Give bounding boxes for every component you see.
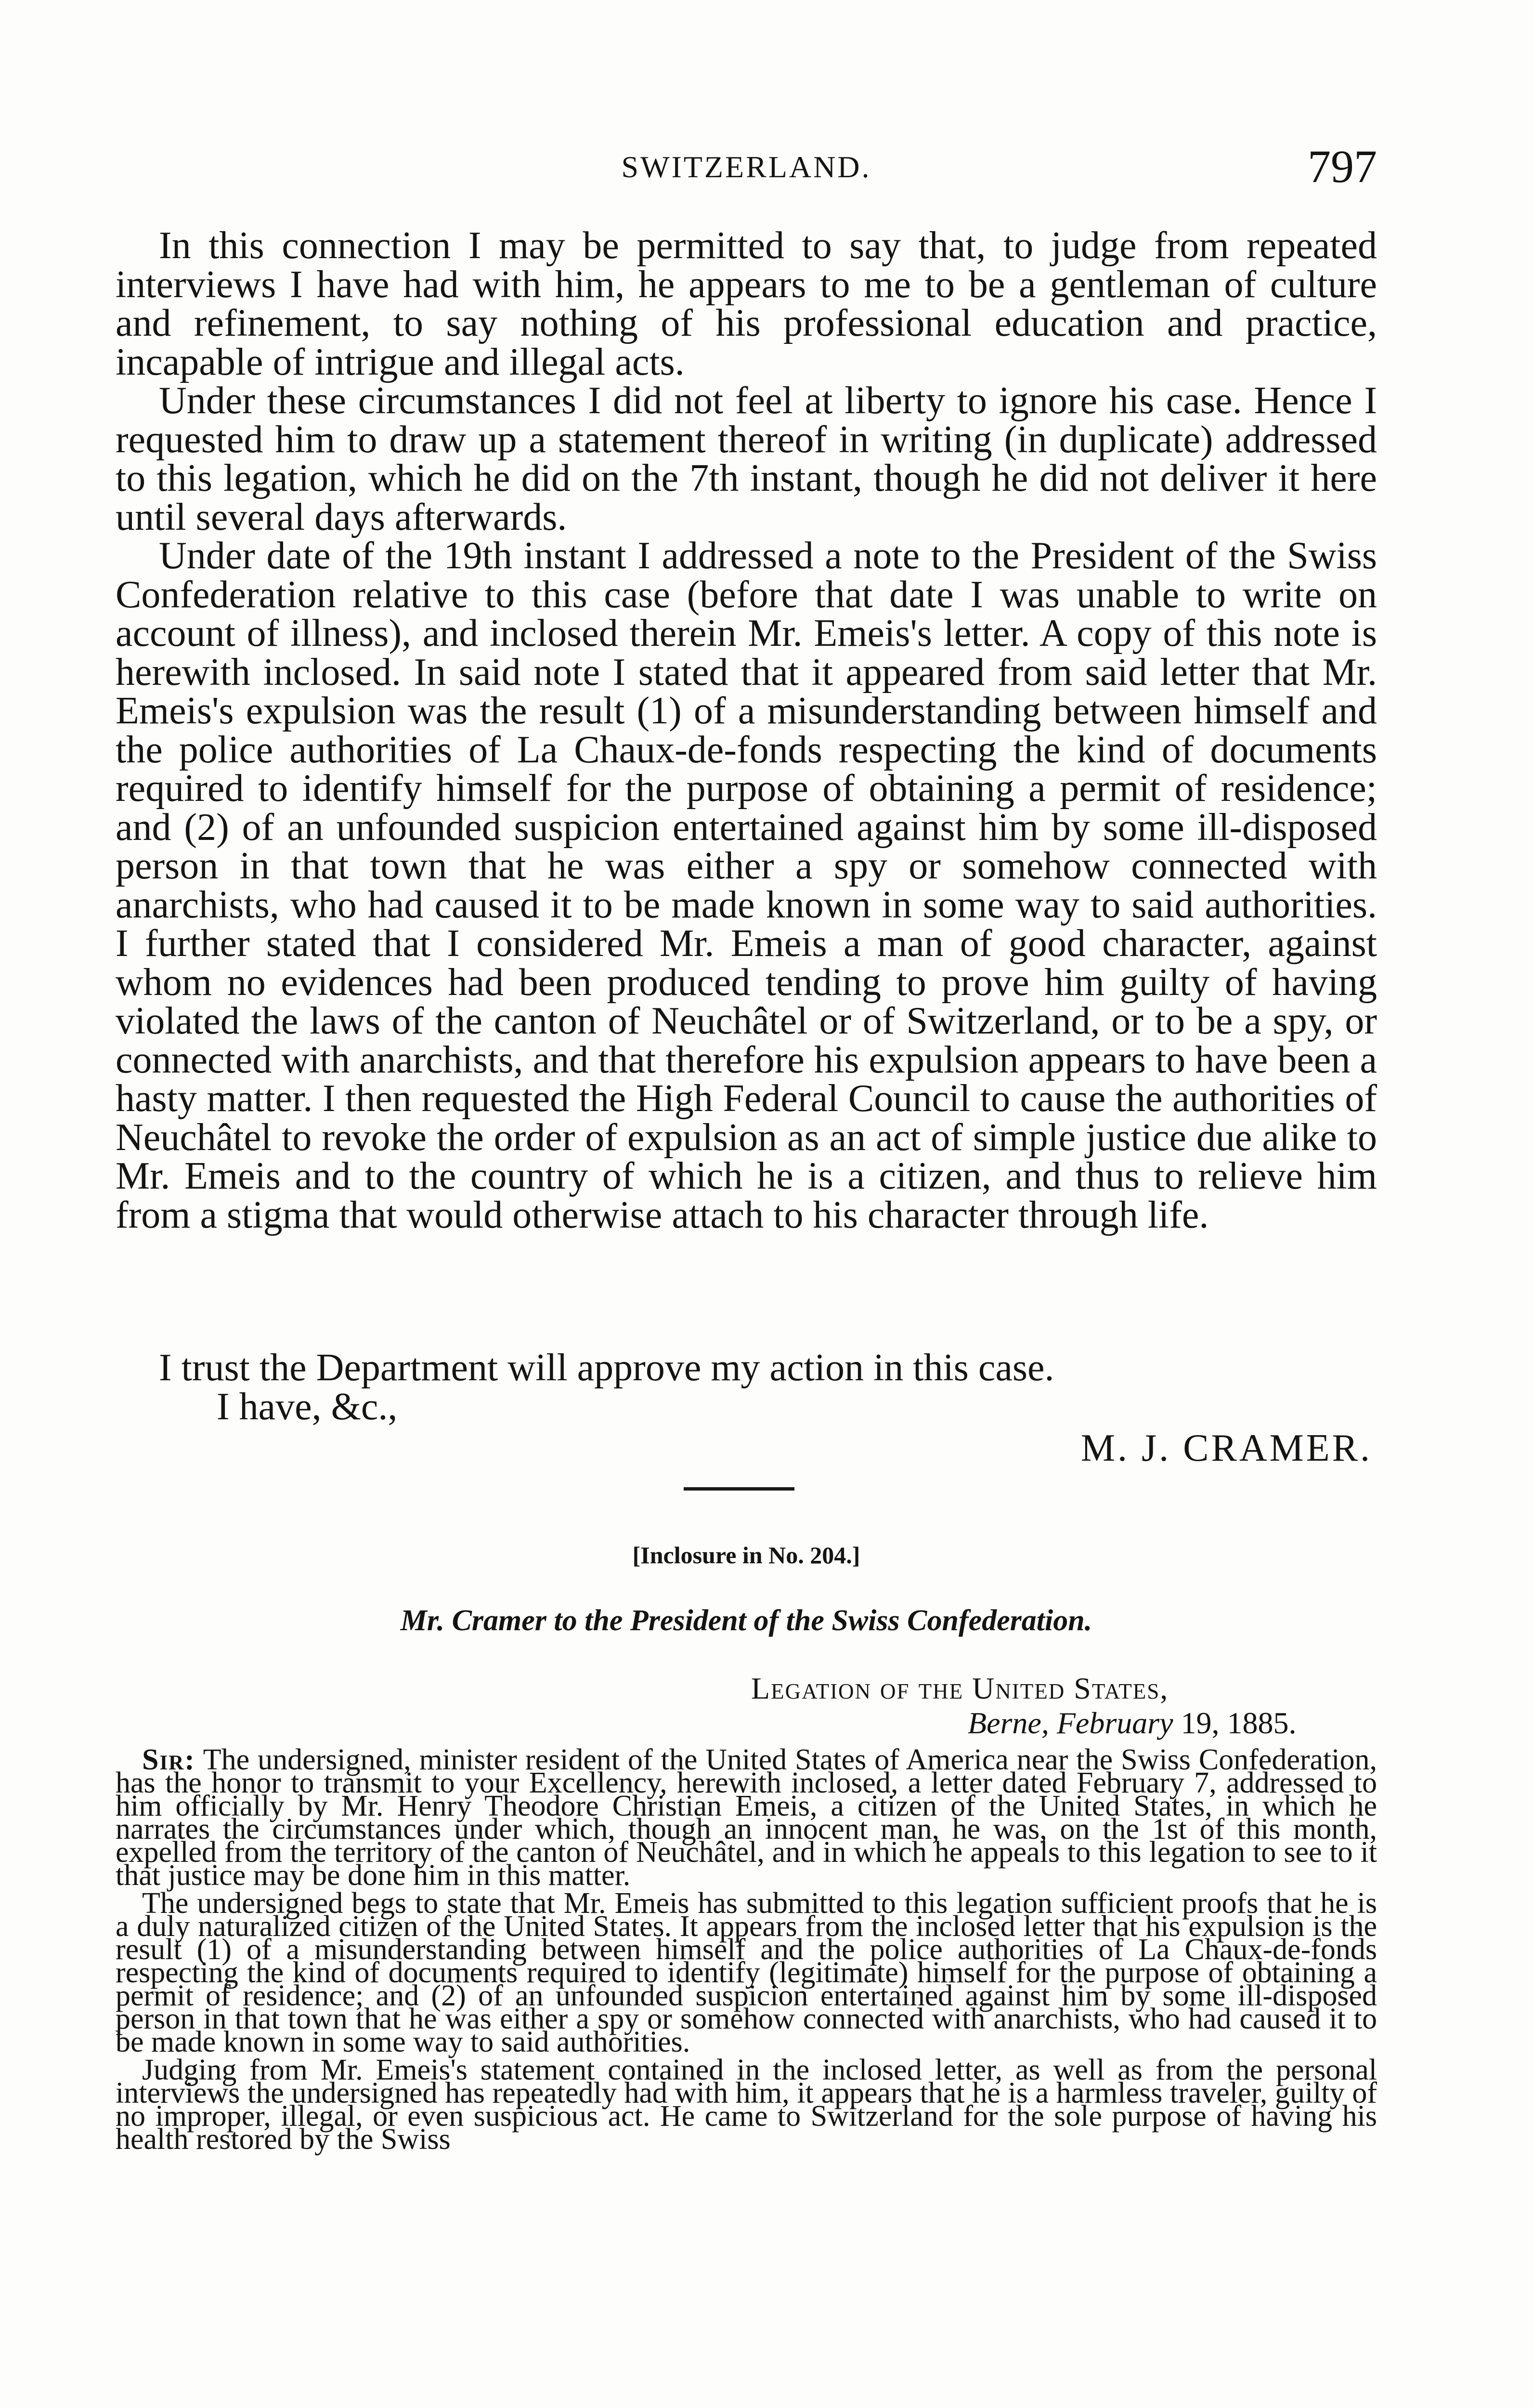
page-header bbox=[116, 140, 1377, 197]
letter-body bbox=[116, 226, 1377, 1234]
section-divider bbox=[684, 1487, 794, 1491]
body-paragraph: Under these circumstances I did not feel at liberty to ignore his case. Hence I requested him to draw up a statement thereof in writing (in duplicate) addressed to this legation, which he did on the 7th instant, though he did not deliver it here until several days afterwards. bbox=[116, 380, 1377, 538]
body-paragraph: Under date of the 19th instant I addressed a note to the President of the Swiss Confederation relative to this case (before that date I was unable to write on account of illness), and inclosed therein Mr. Emeis's letter. A copy of this note is herewith inclosed. In said note I stated that it appeared from said letter that Mr. Emeis's expulsion was the result (1) of a misunderstanding between himself and the police authorities of La Chaux-de-fonds respecting the kind of documents required to identify himself for the purpose of obtaining a permit of residence; and (2) of an unfounded suspicion entertained against him by some ill-disposed person in that town that he was either a spy or somehow connected with anarchists, who had caused it to be made known in some way to said authorities. I further stated that I considered Mr. Emeis a man of good character, against whom no evidences had been produced tending to prove him guilty of having violated the laws of the canton of Neuchâtel or of Switzerland, or to be a spy, or connected with anarchists, and that therefore his expulsion appears to have been a hasty matter. I then requested the High Federal Council to cause the authorities of Neuchâtel to revoke the order of expulsion as an act of simple justice due alike to Mr. Emeis and to the country of which he is a citizen, and thus to relieve him from a stigma that would otherwise attach to his character through life. bbox=[116, 535, 1377, 1236]
inclosure-title: Mr. Cramer to the President of the Swiss Confederation. bbox=[400, 1604, 1092, 1637]
running-head: SWITZERLAND. bbox=[621, 150, 871, 184]
inclosure-label: [Inclosure in No. 204.] bbox=[632, 1542, 860, 1569]
inclosure-paragraph-text: The undersigned, minister resident of the United States of America near the Swiss Confederation, has the honor to transmit to your Excellency, herewith inclosed, a letter dated February 7, addressed to him officially by Mr. Henry Theodore Christian Emeis, a citizen of the United States, in which he narrates the circumstances under which, though an innocent man, he was, on the 1st of this month, expelled from the territory of the canton of Neuchâtel, and in which he appeals to this legation to see to it that justice may be done him in this matter. bbox=[116, 1743, 1377, 1892]
inclosure-paragraph: The undersigned begs to state that Mr. Emeis has submitted to this legation sufficient proofs that he is a duly naturalized citizen of the United States. It appears from the inclosed letter that his expulsion is the result (1) of a misunderstanding between himself and the police authorities of La Chaux-de-fonds respecting the kind of documents required to identify (legitimate) himself for the purpose of obtaining a permit of residence; and (2) of an unfounded suspicion entertained against him by some ill-disposed person in that town that he was either a spy or somehow connected with anarchists, who had caused it to be made known in some way to said authorities. bbox=[116, 1887, 1377, 2058]
inclosure-paragraph: Judging from Mr. Emeis's statement contained in the inclosed letter, as well as from the personal interviews the undersigned has repeatedly had with him, it appears that he is a harmless traveler, guilty of no improper, illegal, or even suspicious act. He came to Switzerland for the sole purpose of having his health restored by the Swiss bbox=[116, 2054, 1377, 2156]
dateline-place-date bbox=[751, 1706, 1348, 1741]
signature-name: M. J. CRAMER. bbox=[1080, 1427, 1372, 1469]
salutation-close: I have, &c., bbox=[217, 1385, 398, 1428]
sir-label: Sir: bbox=[142, 1743, 195, 1776]
body-paragraph: In this connection I may be permitted to say that, to judge from repeated interviews I have had with him, he appears to me to be a gentleman of culture and refinement, to say nothing of his professional education and practice, incapable of intrigue and illegal acts. bbox=[116, 224, 1377, 383]
dateline-legation: Legation of the United States, bbox=[751, 1671, 1169, 1705]
signature-block bbox=[116, 1348, 1377, 1468]
closing-line: I trust the Department will approve my action in this case. bbox=[159, 1347, 1054, 1389]
dateline-place: Berne, February bbox=[968, 1706, 1173, 1740]
inclosure-paragraph bbox=[116, 1743, 1377, 1892]
page-number: 797 bbox=[1308, 141, 1377, 192]
dateline-date: 19, 1885. bbox=[1181, 1706, 1297, 1740]
dateline bbox=[751, 1671, 1348, 1741]
inclosure-letter bbox=[116, 1743, 1377, 2156]
